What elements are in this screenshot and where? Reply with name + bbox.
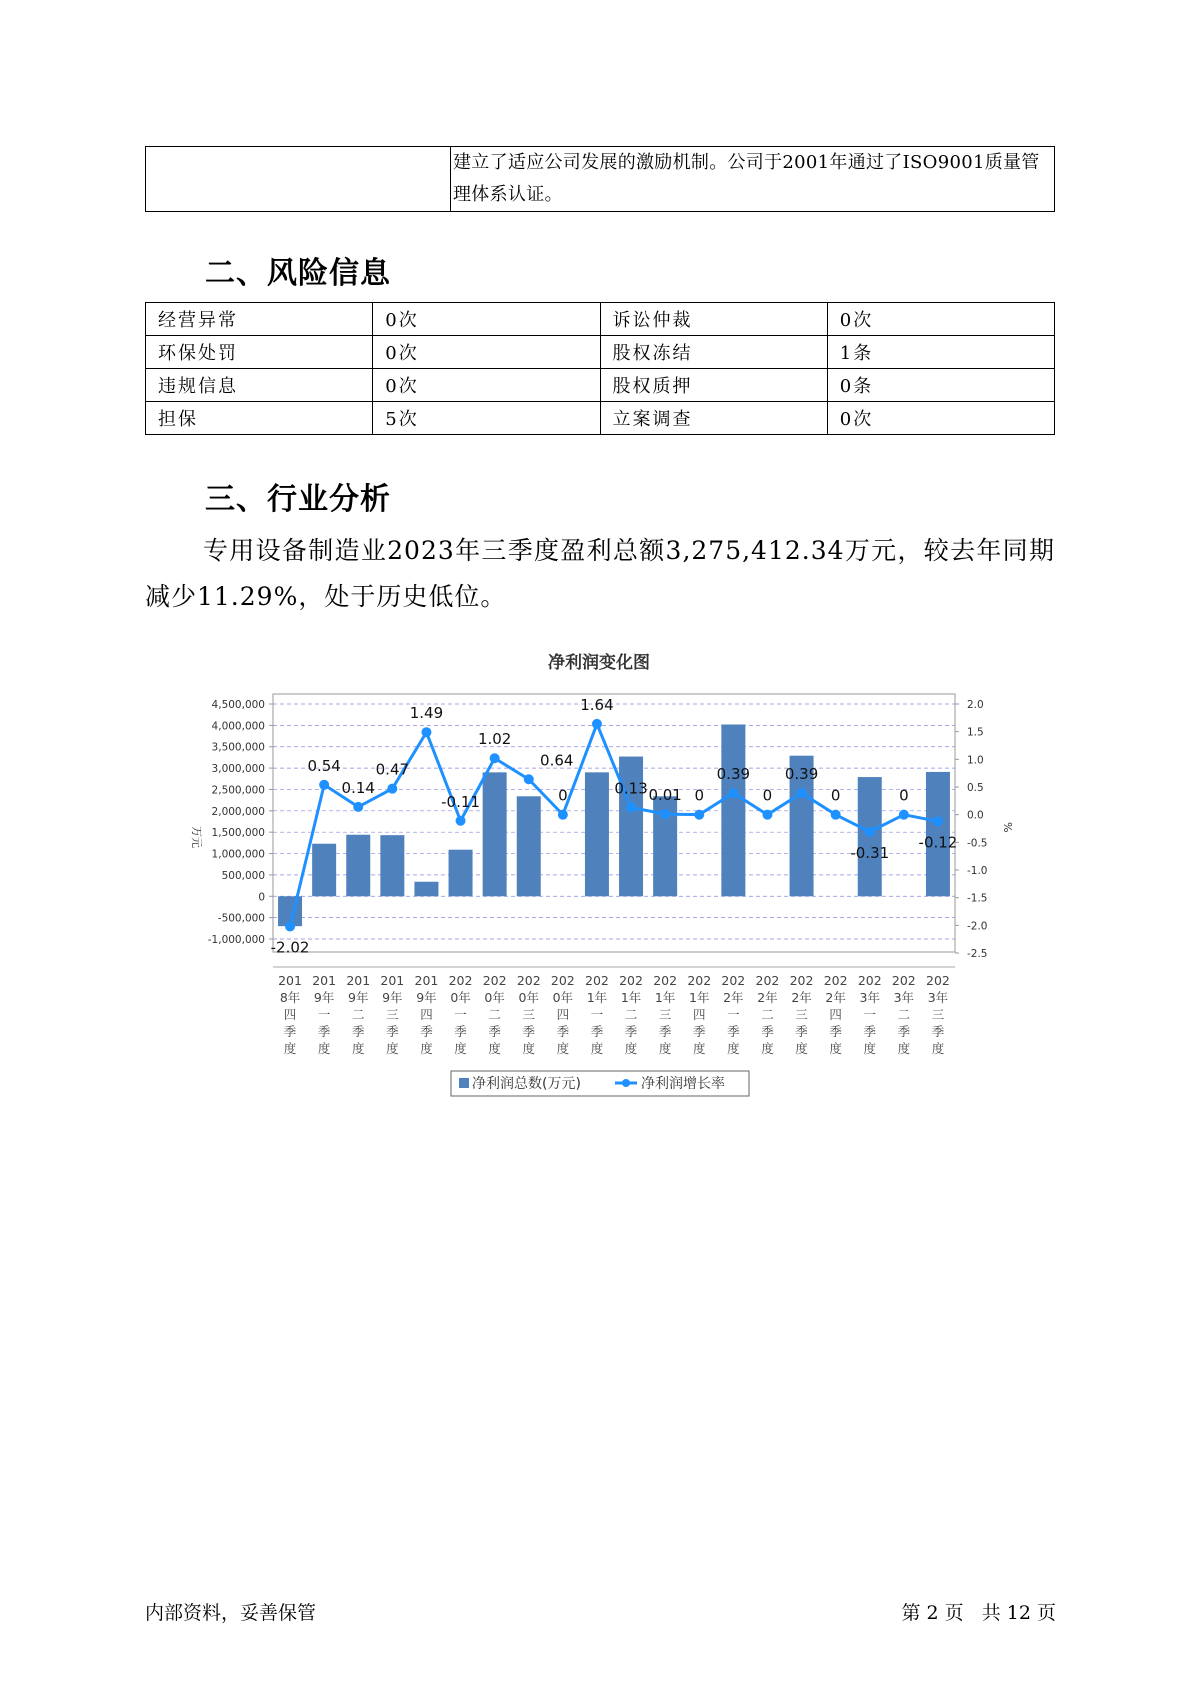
y-tick-label: 4,000,000 bbox=[211, 720, 265, 733]
y2-tick-label: -1.5 bbox=[967, 892, 988, 905]
growth-data-label: -0.11 bbox=[441, 792, 480, 811]
x-tick-label: 202 1年二季度 bbox=[619, 973, 643, 1056]
y2-tick-label: -2.0 bbox=[967, 920, 988, 933]
growth-point bbox=[694, 810, 704, 820]
risk-row bbox=[146, 303, 1055, 336]
growth-point bbox=[319, 780, 329, 790]
growth-point bbox=[285, 921, 295, 931]
y2-tick-label: -0.5 bbox=[967, 837, 988, 850]
risk-row bbox=[146, 402, 1055, 435]
growth-point bbox=[558, 810, 568, 820]
growth-point bbox=[592, 719, 602, 729]
risk-label: 违规信息 bbox=[146, 369, 373, 402]
growth-data-label: 0.64 bbox=[540, 751, 574, 770]
y2-tick-label: 0.0 bbox=[967, 809, 984, 822]
y2-tick-label: 0.5 bbox=[967, 782, 984, 794]
risk-value: 0次 bbox=[373, 369, 600, 402]
growth-point bbox=[456, 816, 466, 826]
x-tick-label: 202 3年一季度 bbox=[857, 973, 882, 1056]
x-tick-label: 201 9年四季度 bbox=[414, 973, 439, 1056]
chart-y2-axis-label: % bbox=[1001, 822, 1014, 833]
x-tick-label: 202 3年二季度 bbox=[891, 973, 916, 1056]
bar bbox=[414, 882, 438, 897]
bar bbox=[312, 844, 336, 897]
growth-data-label: 0 bbox=[694, 786, 705, 805]
x-tick-label: 202 2年二季度 bbox=[755, 973, 780, 1056]
x-tick-label: 201 9年三季度 bbox=[380, 973, 405, 1056]
growth-point bbox=[421, 727, 431, 737]
growth-point bbox=[933, 816, 943, 826]
x-tick-label: 202 0年三季度 bbox=[516, 973, 541, 1056]
growth-point bbox=[865, 827, 875, 837]
bar bbox=[721, 725, 745, 897]
intro-table bbox=[145, 146, 1055, 212]
growth-data-label: 0.54 bbox=[307, 756, 341, 775]
growth-data-label: 0 bbox=[762, 786, 773, 805]
growth-point bbox=[797, 788, 807, 798]
risk-label: 担保 bbox=[146, 402, 373, 435]
chart-legend bbox=[451, 1071, 749, 1096]
section-title-industry: 三、行业分析 bbox=[205, 482, 391, 517]
y-tick-label: 3,000,000 bbox=[211, 763, 265, 776]
x-tick-label: 202 0年四季度 bbox=[550, 973, 575, 1056]
risk-value: 0条 bbox=[827, 369, 1054, 402]
y-tick-label: 1,000,000 bbox=[211, 848, 265, 861]
y-tick-label: 4,500,000 bbox=[211, 699, 265, 711]
footer-left: 内部资料，妥善保管 bbox=[145, 1602, 317, 1624]
growth-point bbox=[626, 802, 636, 812]
x-tick-label: 202 1年四季度 bbox=[687, 973, 712, 1056]
growth-point bbox=[899, 810, 909, 820]
y-tick-label: 2,000,000 bbox=[211, 805, 265, 818]
risk-value: 0次 bbox=[373, 336, 600, 369]
x-tick-label: 202 0年二季度 bbox=[482, 973, 507, 1056]
bar bbox=[483, 772, 507, 896]
x-tick-label: 202 2年四季度 bbox=[823, 973, 848, 1056]
chart-x-axis bbox=[273, 967, 955, 1056]
growth-point bbox=[524, 774, 534, 784]
x-tick-label: 202 2年三季度 bbox=[789, 973, 814, 1056]
net-profit-chart bbox=[181, 643, 1030, 1098]
growth-data-label: -2.02 bbox=[270, 938, 310, 957]
risk-label: 诉讼仲裁 bbox=[600, 303, 827, 336]
x-tick-label: 202 0年一季度 bbox=[448, 973, 473, 1056]
growth-data-label: 0.01 bbox=[648, 786, 682, 805]
y-tick-label: -1,000,000 bbox=[207, 934, 265, 946]
bar bbox=[619, 757, 643, 897]
intro-table-right-cell: 建立了适应公司发展的激励机制。公司于2001年通过了ISO9001质量管理体系认证。 bbox=[451, 147, 1055, 212]
y-tick-label: 2,500,000 bbox=[211, 784, 265, 797]
risk-label: 立案调查 bbox=[600, 402, 827, 435]
y2-tick-label: 1.5 bbox=[967, 726, 984, 739]
legend-bar-swatch bbox=[459, 1078, 469, 1088]
x-tick-label: 202 1年三季度 bbox=[653, 973, 678, 1056]
growth-point bbox=[831, 810, 841, 820]
risk-label: 环保处罚 bbox=[146, 336, 373, 369]
y2-tick-label: 1.0 bbox=[967, 754, 984, 767]
legend-bar-label: 净利润总数(万元) bbox=[472, 1076, 581, 1092]
y-tick-label: 500,000 bbox=[221, 869, 265, 882]
growth-data-label: 0.13 bbox=[614, 779, 648, 798]
chart-y-axis-label: 万元 bbox=[190, 826, 203, 848]
growth-point bbox=[660, 809, 670, 819]
growth-data-label: 0 bbox=[830, 786, 841, 805]
growth-point bbox=[387, 784, 397, 794]
intro-table-left-cell bbox=[146, 147, 451, 212]
growth-data-label: 1.49 bbox=[409, 704, 444, 723]
growth-data-label: 1.02 bbox=[477, 730, 512, 749]
y2-tick-label: -1.0 bbox=[967, 865, 988, 877]
growth-data-label: 0.39 bbox=[716, 765, 751, 784]
bar bbox=[346, 835, 370, 897]
x-tick-label: 201 9年二季度 bbox=[346, 973, 371, 1056]
x-tick-label: 202 2年一季度 bbox=[721, 973, 746, 1056]
chart-y-axis bbox=[208, 699, 273, 946]
growth-data-label: -0.31 bbox=[850, 843, 890, 862]
growth-data-label: 0 bbox=[558, 786, 568, 805]
risk-label: 经营异常 bbox=[146, 303, 373, 336]
section-title-risk: 二、风险信息 bbox=[205, 256, 391, 291]
bar bbox=[585, 772, 609, 896]
x-tick-label: 201 8年四季度 bbox=[278, 973, 302, 1056]
risk-value: 0次 bbox=[373, 303, 600, 336]
y-tick-label: 0 bbox=[258, 891, 265, 904]
legend-line-marker bbox=[622, 1079, 630, 1087]
risk-value: 0次 bbox=[827, 303, 1054, 336]
chart-title: 净利润变化图 bbox=[548, 653, 650, 673]
x-tick-label: 202 1年一季度 bbox=[585, 973, 609, 1056]
risk-value: 0次 bbox=[827, 402, 1054, 435]
growth-point bbox=[762, 810, 772, 820]
growth-data-label: 0.47 bbox=[375, 760, 410, 779]
growth-point bbox=[728, 788, 738, 798]
risk-info-table bbox=[145, 302, 1055, 435]
x-tick-label: 202 3年三季度 bbox=[926, 973, 950, 1056]
y-tick-label: 1,500,000 bbox=[211, 827, 265, 840]
risk-value: 5次 bbox=[373, 402, 600, 435]
legend-line-label: 净利润增长率 bbox=[641, 1076, 725, 1092]
risk-label: 股权冻结 bbox=[600, 336, 827, 369]
growth-data-label: -0.12 bbox=[918, 833, 958, 852]
bar bbox=[380, 835, 404, 896]
growth-data-label: 0.39 bbox=[784, 765, 819, 784]
bar bbox=[517, 796, 541, 896]
growth-data-label: 1.64 bbox=[580, 695, 614, 714]
growth-point bbox=[353, 802, 363, 812]
risk-row bbox=[146, 369, 1055, 402]
industry-paragraph: 专用设备制造业2023年三季度盈利总额3,275,412.34万元，较去年同期减少11.29%，处于历史低位。 bbox=[145, 536, 1055, 611]
growth-point bbox=[490, 753, 500, 763]
y2-tick-label: 2.0 bbox=[967, 699, 984, 711]
y-tick-label: -500,000 bbox=[217, 912, 265, 925]
y-tick-label: 3,500,000 bbox=[211, 741, 265, 754]
y2-tick-label: -2.5 bbox=[967, 948, 988, 960]
x-tick-label: 201 9年一季度 bbox=[312, 973, 337, 1056]
growth-data-label: 0.14 bbox=[341, 778, 375, 797]
chart-y2-axis bbox=[955, 699, 988, 960]
growth-data-label: 0 bbox=[899, 786, 909, 805]
footer-page-number: 第 2 页 共 12 页 bbox=[901, 1602, 1056, 1624]
risk-value: 1条 bbox=[827, 336, 1054, 369]
risk-label: 股权质押 bbox=[600, 369, 827, 402]
bar bbox=[449, 850, 473, 897]
risk-row bbox=[146, 336, 1055, 369]
